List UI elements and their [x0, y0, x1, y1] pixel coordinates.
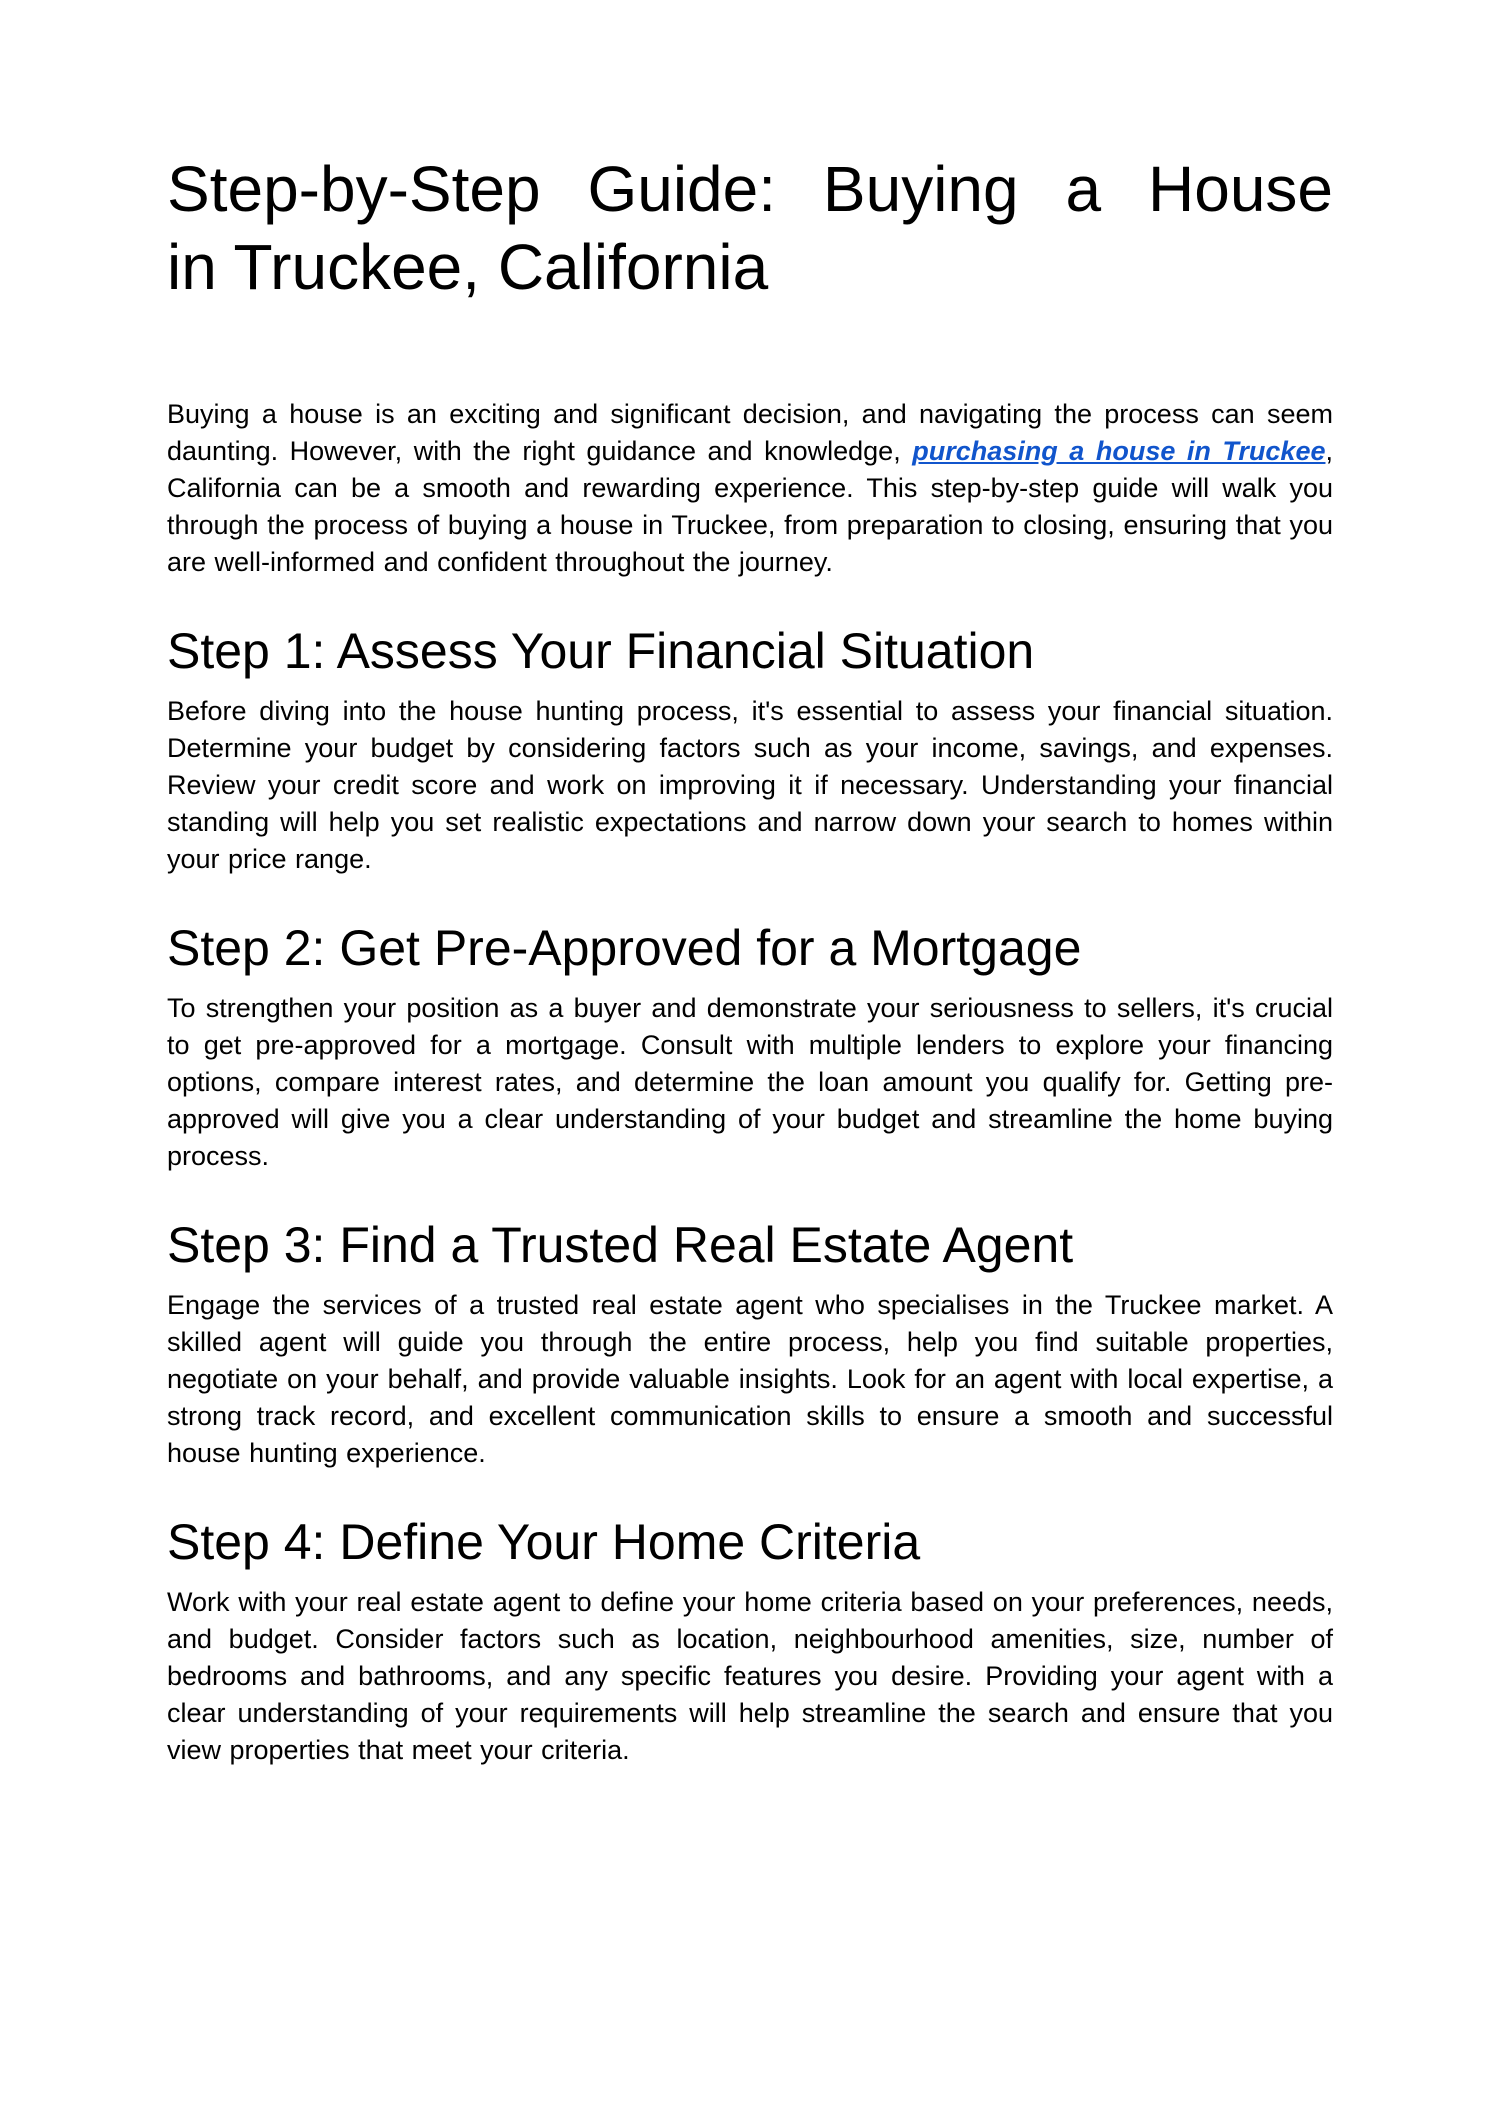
- purchasing-house-truckee-link[interactable]: purchasing a house in Truckee: [912, 436, 1326, 466]
- step-3-paragraph: Engage the services of a trusted real estate agent who specialises in the Truckee market. A skilled agent will guide you through the entire process, help you find suitable properties, negotiate on your behalf, and provide valuable insights. Look for an agent with local expertise, a strong track record, and excellent communication skills to ensure a smooth and successful house hunting experience.: [167, 1290, 1333, 1468]
- step-1-heading: Step 1: Assess Your Financial Situation: [167, 623, 1035, 679]
- step-2-heading: Step 2: Get Pre-Approved for a Mortgage: [167, 920, 1082, 976]
- document-title-line-2: in Truckee, California: [167, 231, 769, 303]
- document-title: [167, 150, 1333, 306]
- intro-text-after-link: , California can be a smooth and rewarding experience. This step-by-step guide will walk you through the process of buying a house in Truckee, from preparation to closing, ensuring that you are well-informed and confident throughout the journey.: [167, 436, 1333, 577]
- step-4-paragraph: Work with your real estate agent to define your home criteria based on your preferences, needs, and budget. Consider factors such as location, neighbourhood amenities, size, number of bedrooms and bathrooms, and any specific features you desire. Providing your agent with a clear understanding of your requirements will help streamline the search and ensure that you view properties that meet your criteria.: [167, 1587, 1333, 1765]
- step-3-heading: Step 3: Find a Trusted Real Estate Agent: [167, 1217, 1074, 1273]
- intro-paragraph: [167, 396, 1333, 581]
- intro-text-before-link: Buying a house is an exciting and significant decision, and navigating the process can seem daunting. However, with the right guidance and knowledge,: [167, 399, 1333, 466]
- step-4-heading: Step 4: Define Your Home Criteria: [167, 1514, 921, 1570]
- document-title-line-1: Step-by-Step Guide: Buying a House: [167, 153, 1333, 225]
- step-2-paragraph: To strengthen your position as a buyer and demonstrate your seriousness to sellers, it's crucial to get pre-approved for a mortgage. Consult with multiple lenders to explore your financing options, compare interest rates, and determine the loan amount you qualify for. Getting pre-approved will give you a clear understanding of your budget and streamline the home buying process.: [167, 993, 1333, 1171]
- step-1-paragraph: Before diving into the house hunting process, it's essential to assess your financial situation. Determine your budget by considering factors such as your income, savings, and expenses. Review your credit score and work on improving it if necessary. Understanding your financial standing will help you set realistic expectations and narrow down your search to homes within your price range.: [167, 696, 1333, 874]
